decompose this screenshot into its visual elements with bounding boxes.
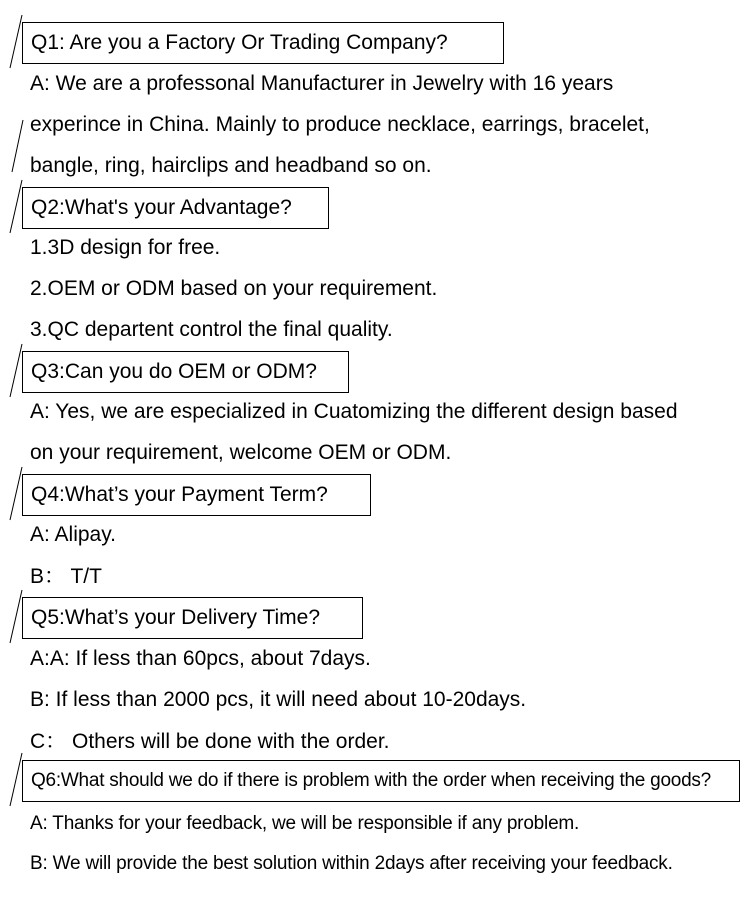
question-text-q5: Q5:What’s your Delivery Time?: [31, 606, 321, 629]
answer-line-q5-2: B: If less than 2000 pcs, it will need about 10-20days.: [30, 688, 527, 711]
answer-line-q4-1: A: Alipay.: [30, 523, 116, 546]
question-text-q3: Q3:Can you do OEM or ODM?: [31, 360, 317, 383]
question-box-q4: [22, 474, 371, 516]
answer-line-q1-1: A: We are a professonal Manufacturer in Jewelry with 16 years: [30, 72, 614, 95]
answer-line-q6-2: B: We will provide the best solution within 2days after receiving your feedback.: [30, 853, 673, 874]
question-box-q1: [22, 22, 504, 64]
answer-line-q2-3: 3.QC departent control the final quality.: [30, 318, 393, 341]
question-text-q4: Q4:What’s your Payment Term?: [31, 483, 328, 506]
answer-line-q2-1: 1.3D design for free.: [30, 236, 221, 259]
question-box-q6: [22, 760, 740, 802]
question-text-q2: Q2:What's your Advantage?: [31, 196, 292, 219]
answer-line-q1-3: bangle, ring, hairclips and headband so on.: [30, 154, 432, 177]
answer-line-q3-2: on your requirement, welcome OEM or ODM.: [30, 441, 452, 464]
answer-line-q5-1: A:A: If less than 60pcs, about 7days.: [30, 647, 371, 670]
answer-line-q2-2: 2.OEM or ODM based on your requirement.: [30, 277, 438, 300]
answer-line-q4-2: B： T/T: [30, 565, 102, 588]
question-box-q2: [22, 187, 329, 229]
question-text-q6: Q6:What should we do if there is problem with the order when receiving the goods?: [31, 770, 711, 791]
answer-line-q3-1: A: Yes, we are especialized in Cuatomizing the different design based: [30, 400, 678, 423]
question-box-q5: [22, 597, 363, 639]
answer-line-q1-2: experince in China. Mainly to produce necklace, earrings, bracelet,: [30, 113, 650, 136]
answer-line-q6-1: A: Thanks for your feedback, we will be responsible if any problem.: [30, 813, 580, 834]
answer-line-q5-3: C： Others will be done with the order.: [30, 730, 390, 753]
question-box-q3: [22, 351, 349, 393]
question-text-q1: Q1: Are you a Factory Or Trading Company?: [31, 31, 448, 54]
